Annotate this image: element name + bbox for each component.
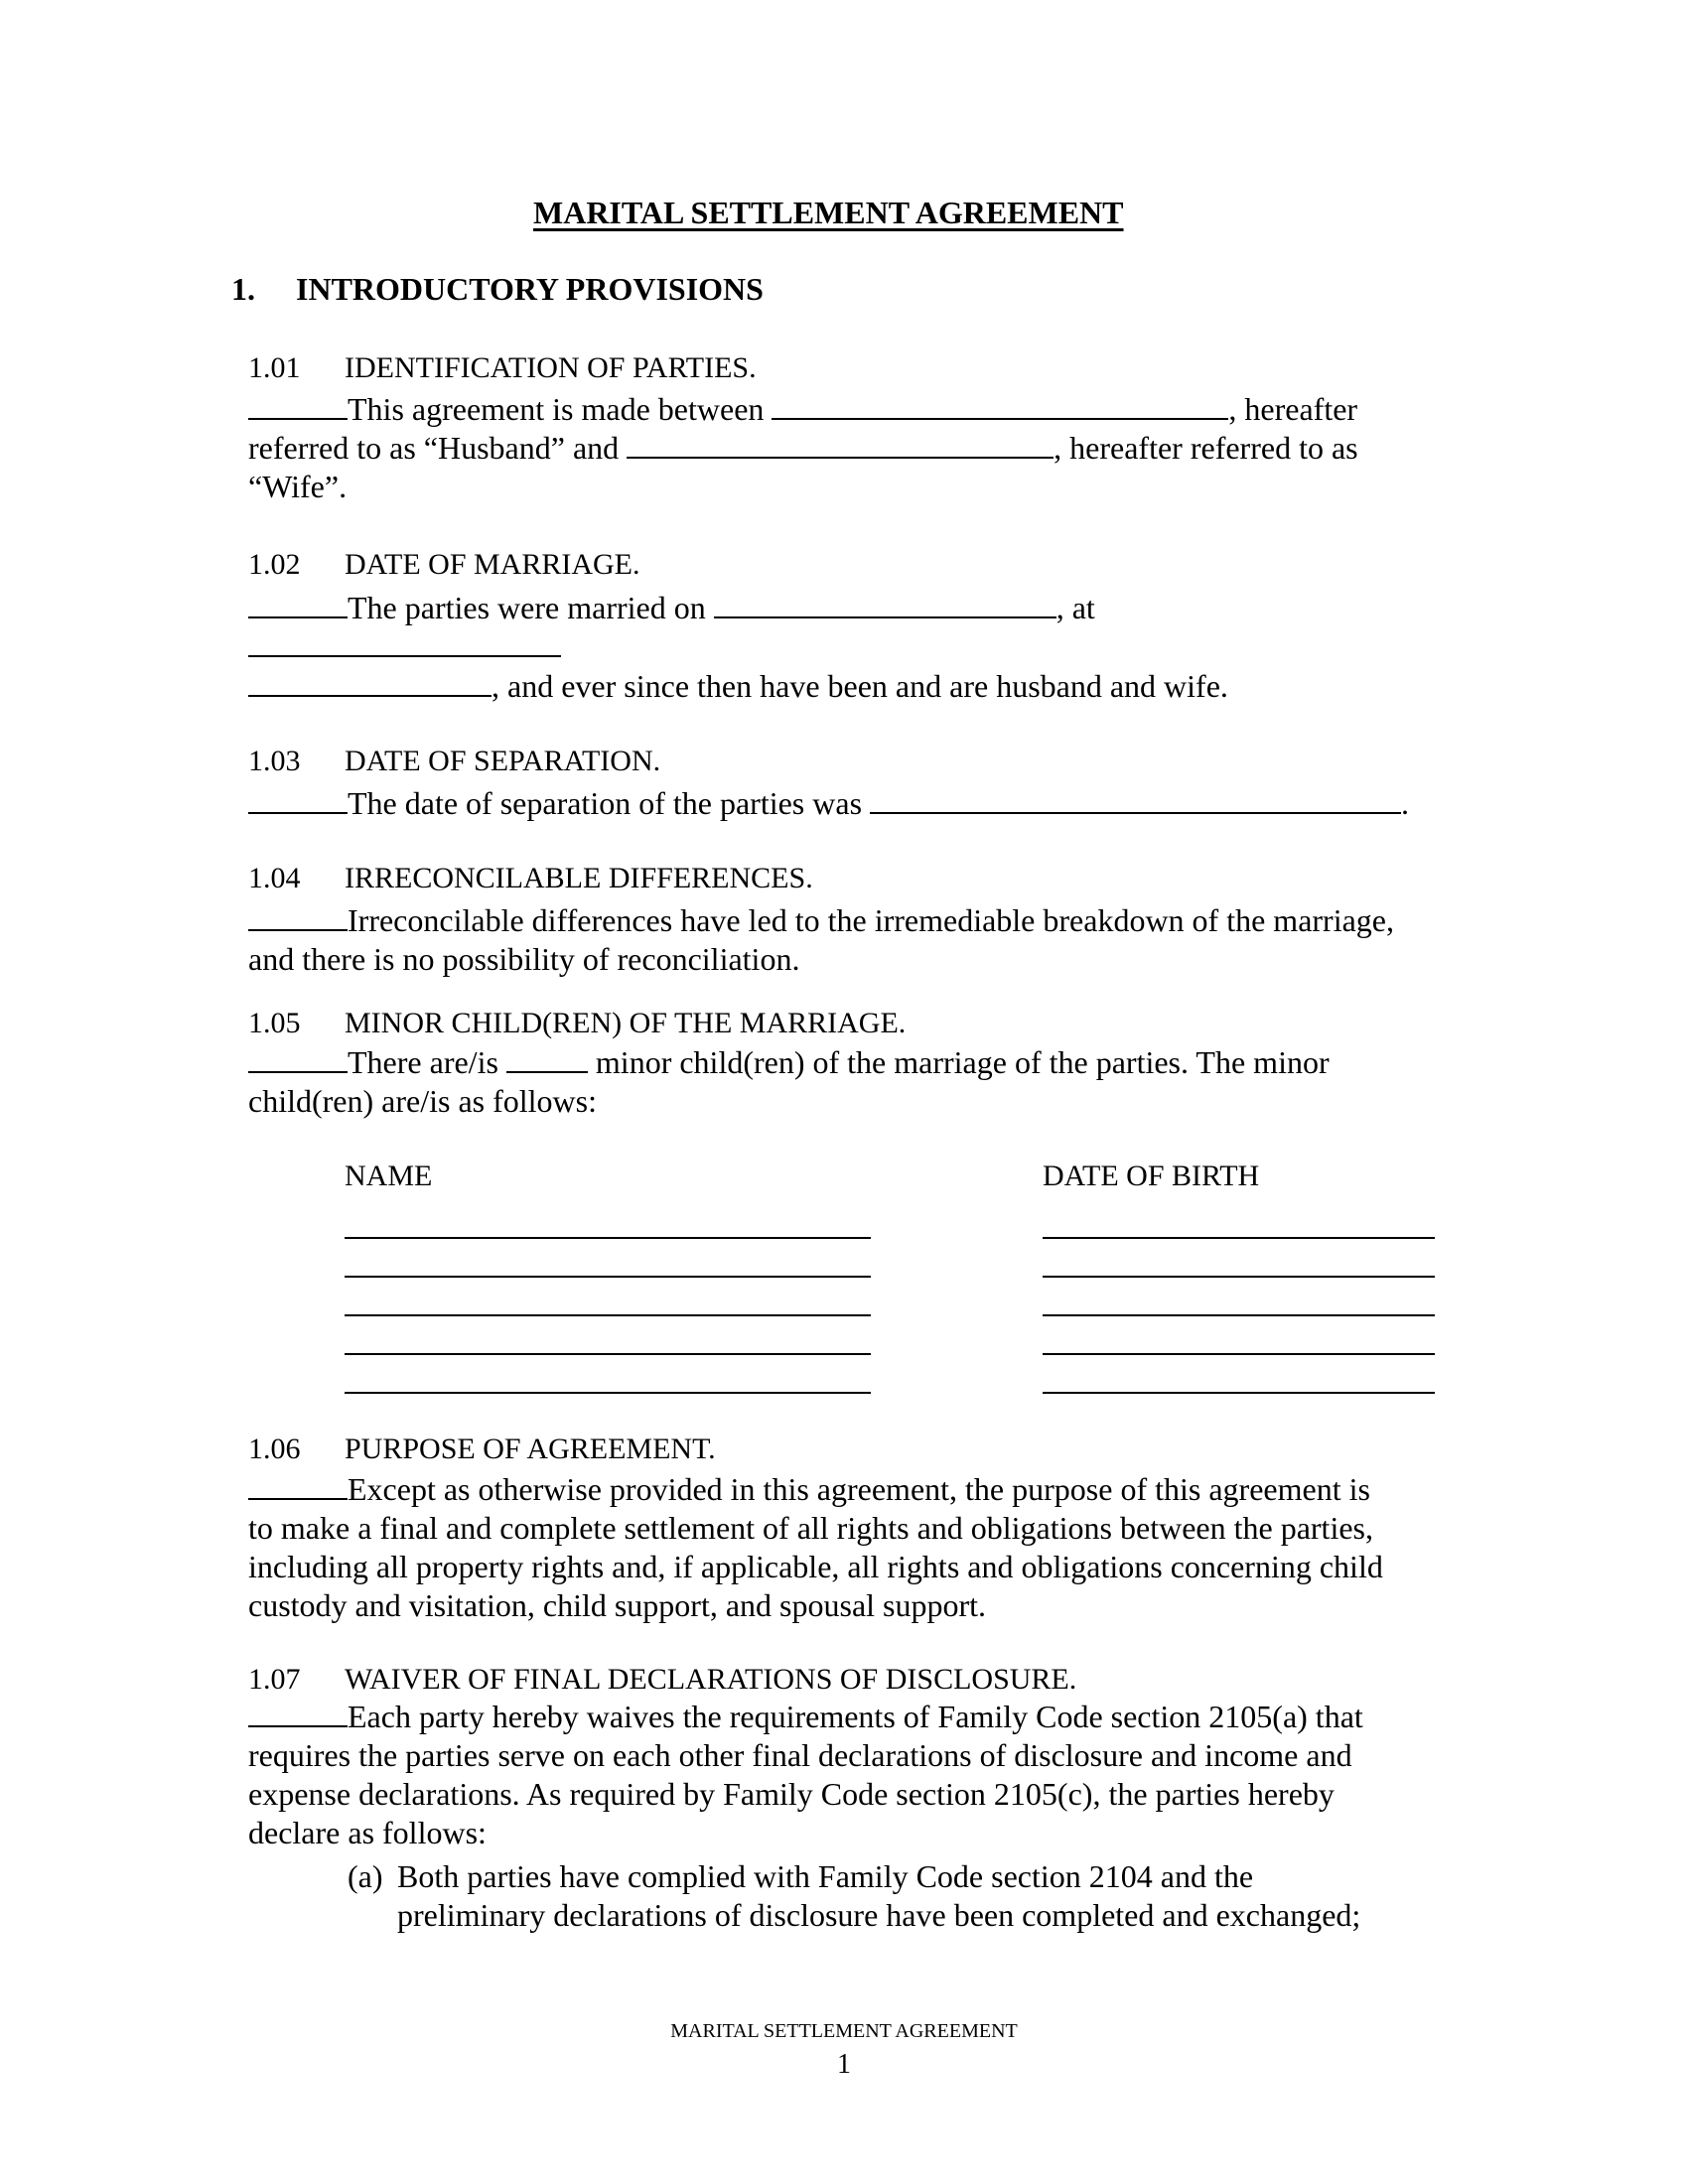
list-item-text bbox=[397, 1857, 1360, 1935]
body-text: There are/is bbox=[348, 1044, 498, 1080]
body-text: . bbox=[1401, 785, 1410, 821]
section-number: 1.01 bbox=[248, 351, 301, 384]
body-text: requires the parties serve on each other final declarations of disclosure and income and bbox=[248, 1737, 1352, 1773]
section-number: 1.05 bbox=[248, 1007, 301, 1039]
column-header-dob: DATE OF BIRTH bbox=[1043, 1160, 1260, 1192]
section-heading: DATE OF MARRIAGE. bbox=[345, 548, 640, 581]
body-text: , and ever since then have been and are husband and wife. bbox=[492, 668, 1228, 704]
section-body bbox=[248, 667, 1440, 706]
initials-blank[interactable] bbox=[248, 390, 348, 420]
child-dob-field[interactable] bbox=[1043, 1237, 1435, 1239]
body-text: declare as follows: bbox=[248, 1815, 487, 1850]
page-number: 1 bbox=[837, 2049, 851, 2080]
body-text: The parties were married on bbox=[348, 590, 706, 625]
column-header-name: NAME bbox=[345, 1160, 433, 1192]
body-text: This agreement is made between bbox=[348, 391, 765, 427]
footer-title: MARITAL SETTLEMENT AGREEMENT bbox=[670, 2020, 1018, 2042]
section-body bbox=[248, 1043, 1440, 1121]
section-number: 1.04 bbox=[248, 862, 301, 894]
marriage-date-field[interactable] bbox=[714, 589, 1056, 618]
body-text: Except as otherwise provided in this agreement, the purpose of this agreement is bbox=[348, 1471, 1370, 1507]
body-text: “Wife”. bbox=[248, 469, 348, 504]
body-text: including all property rights and, if applicable, all rights and obligations concerning child bbox=[248, 1549, 1383, 1584]
child-name-field[interactable] bbox=[345, 1392, 871, 1394]
body-text: The date of separation of the parties was bbox=[348, 785, 863, 821]
initials-blank[interactable] bbox=[248, 1043, 348, 1073]
body-text: , at bbox=[1055, 590, 1095, 625]
child-dob-field[interactable] bbox=[1043, 1392, 1435, 1394]
initials-blank[interactable] bbox=[248, 1698, 348, 1727]
child-name-field[interactable] bbox=[345, 1314, 871, 1316]
body-text: preliminary declarations of disclosure have been completed and exchanged; bbox=[397, 1897, 1361, 1933]
body-text: , hereafter referred to as bbox=[1054, 430, 1358, 466]
section-number: 1. bbox=[231, 271, 255, 307]
marriage-place-field-line1[interactable] bbox=[248, 655, 561, 657]
list-item-label: (a) bbox=[348, 1858, 383, 1894]
wife-name-field[interactable] bbox=[627, 429, 1054, 459]
body-text: Irreconcilable differences have led to the irremediable breakdown of the marriage, bbox=[348, 902, 1394, 938]
initials-blank[interactable] bbox=[248, 784, 348, 814]
section-body bbox=[248, 1470, 1440, 1625]
section-body bbox=[248, 589, 1440, 627]
husband-name-field[interactable] bbox=[772, 390, 1228, 420]
initials-blank[interactable] bbox=[248, 589, 348, 618]
body-text: child(ren) are/is as follows: bbox=[248, 1083, 597, 1119]
children-count-field[interactable] bbox=[506, 1043, 588, 1073]
section-title: INTRODUCTORY PROVISIONS bbox=[296, 271, 764, 307]
section-body bbox=[248, 901, 1440, 979]
marriage-place-field[interactable] bbox=[248, 667, 492, 697]
body-text: expense declarations. As required by Family Code section 2105(c), the parties hereby bbox=[248, 1776, 1335, 1812]
child-name-field[interactable] bbox=[345, 1353, 871, 1355]
body-text: custody and visitation, child support, and spousal support. bbox=[248, 1587, 987, 1623]
section-body bbox=[248, 784, 1440, 823]
section-number: 1.02 bbox=[248, 548, 301, 581]
body-text: and there is no possibility of reconciliation. bbox=[248, 941, 800, 977]
section-heading: WAIVER OF FINAL DECLARATIONS OF DISCLOSURE. bbox=[345, 1663, 1077, 1696]
initials-blank[interactable] bbox=[248, 1470, 348, 1500]
section-number: 1.03 bbox=[248, 745, 301, 777]
section-number: 1.06 bbox=[248, 1433, 301, 1465]
body-text: referred to as “Husband” and bbox=[248, 430, 620, 466]
body-text: Each party hereby waives the requirements of Family Code section 2105(a) that bbox=[348, 1699, 1363, 1734]
section-heading: PURPOSE OF AGREEMENT. bbox=[345, 1433, 716, 1465]
initials-blank[interactable] bbox=[248, 901, 348, 931]
separation-date-field[interactable] bbox=[870, 784, 1401, 814]
body-text: Both parties have complied with Family Code section 2104 and the bbox=[397, 1858, 1254, 1894]
child-dob-field[interactable] bbox=[1043, 1353, 1435, 1355]
section-heading: IRRECONCILABLE DIFFERENCES. bbox=[345, 862, 813, 894]
section-body bbox=[248, 1698, 1440, 1852]
body-text: to make a final and complete settlement of all rights and obligations between the parties, bbox=[248, 1510, 1373, 1546]
section-number: 1.07 bbox=[248, 1663, 301, 1696]
child-dob-field[interactable] bbox=[1043, 1276, 1435, 1278]
child-dob-field[interactable] bbox=[1043, 1314, 1435, 1316]
section-heading: MINOR CHILD(REN) OF THE MARRIAGE. bbox=[345, 1007, 907, 1039]
section-heading: IDENTIFICATION OF PARTIES. bbox=[345, 351, 757, 384]
document-title: MARITAL SETTLEMENT AGREEMENT bbox=[533, 195, 1124, 230]
section-heading: DATE OF SEPARATION. bbox=[345, 745, 661, 777]
body-text: minor child(ren) of the marriage of the parties. The minor bbox=[595, 1044, 1330, 1080]
child-name-field[interactable] bbox=[345, 1237, 871, 1239]
child-name-field[interactable] bbox=[345, 1276, 871, 1278]
section-body bbox=[248, 390, 1440, 506]
body-text: , hereafter bbox=[1228, 391, 1358, 427]
